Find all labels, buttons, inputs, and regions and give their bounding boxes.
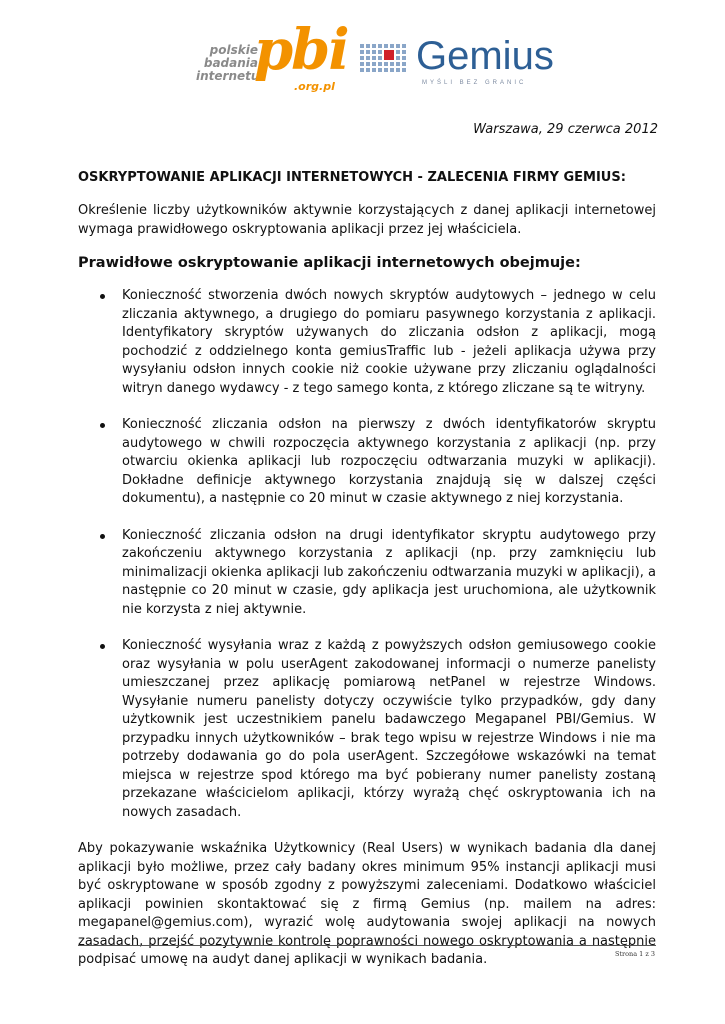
document-date: Warszawa, 29 czerwca 2012 <box>473 122 658 137</box>
list-item <box>78 637 656 822</box>
list-item-text: Konieczność stworzenia dwóch nowych skryptów audytowych – jednego w celu zliczania aktywnego, a drugiego do pomiaru pasywnego korzystania z aplikacji. Identyfikatory skryptów używanych do zliczania odsłon z aplikacji, mogą pochodzić z oddzielnego konta gemiusTraffic lub - jeżeli aplikacja używa przy wysyłaniu odsłon innych cookie niż cookie używane przy zliczaniu oglądalności witryn danego wydawcy - z tego samego konta, z którego zliczane są te witryny. <box>122 288 656 396</box>
bullet-icon <box>100 644 105 649</box>
pbi-logo-domain: .org.pl <box>294 80 335 93</box>
page-header <box>0 17 725 102</box>
pbi-logo-line: internetu <box>196 69 260 83</box>
gemius-logo <box>360 34 560 94</box>
section-heading: Prawidłowe oskryptowanie aplikacji internetowych obejmuje: <box>78 255 581 271</box>
list-item-text: Konieczność zliczania odsłon na drugi identyfikator skryptu audytowego przy zakończeniu aktywnego korzystania z aplikacji (np. przy zamknięciu lub minimalizacji okienka aplikacji lub zakończeniu odtwarzania muzyki w aplikacji), a następnie co 20 minut w czasie, gdy aplikacja jest uruchomiona, ale użytkownik nie korzysta z niej aktywnie. <box>122 527 656 617</box>
bullet-icon <box>100 534 105 539</box>
page-number: Strona 1 z 3 <box>614 950 655 958</box>
bullet-icon <box>100 294 105 299</box>
intro-paragraph: Określenie liczby użytkowników aktywnie korzystających z danej aplikacji internetowej wymaga prawidłowego oskryptowania aplikacji przez jej właściciela. <box>78 203 656 237</box>
closing-paragraph: Aby pokazywanie wskaźnika Użytkownicy (Real Users) w wynikach badania dla danej aplikacji było możliwe, przez cały badany okres minimum 95% instancji aplikacji musi być oskryptowane w sposób zgodny z powyższymi zaleceniami. Dodatkowo właściciel aplikacji powinien skontaktować się z firmą Gemius (np. mailem na adres: megapanel@gemius.com), wyrazić wolę audytowania swojej aplikacji na nowych zasadach, przejść pozytywnie kontrolę poprawności nowego oskryptowania a następnie podpisać umowę na audyt danej aplikacji w wynikach badania. <box>78 841 656 967</box>
pbi-logo-line: badania <box>203 56 258 70</box>
gemius-logo-tagline: MYŚLI BEZ GRANIC <box>422 80 527 86</box>
pbi-logo-line: polskie <box>209 43 258 57</box>
pbi-logo-mark: pbi <box>254 17 348 83</box>
document-title: OSKRYPTOWANIE APLIKACJI INTERNETOWYCH - ZALECENIA FIRMY GEMIUS: <box>78 170 626 185</box>
document-body <box>78 168 656 970</box>
list-item <box>78 287 656 398</box>
list-item <box>78 416 656 509</box>
requirements-list <box>78 287 656 822</box>
bullet-icon <box>100 423 105 428</box>
list-item-text: Konieczność wysyłania wraz z każdą z powyższych odsłon gemiusowego cookie oraz wysyłania w polu userAgent zakodowanej informacji o numerze panelisty umieszczanej przez aplikację pomiarową netPanel w rejestrze Windows. Wysyłanie numeru panelisty dotyczy oczywiście tylko przypadków, gdy dany użytkownik jest uczestnikiem panelu badawczego Megapanel PBI/Gemius. W przypadku innych użytkowników – brak tego wpisu w rejestrze Windows i nie ma potrzeby dodawania go do pola userAgent. Szczegółowe wskazówki na temat miejsca w rejestrze spod którego ma być pobierany numer panelisty zostaną przekazane właścicielom aplikacji, którzy wyrażą chęć oskryptowania ich na nowych zasadach. <box>122 638 656 820</box>
gemius-grid-icon <box>360 40 412 80</box>
pbi-logo-words <box>196 44 258 83</box>
gemius-logo-word: Gemius <box>416 34 554 78</box>
list-item <box>78 527 656 620</box>
footer-divider <box>78 945 656 946</box>
list-item-text: Konieczność zliczania odsłon na pierwszy z dwóch identyfikatorów skryptu audytowego w chwili rozpoczęcia aktywnego korzystania z aplikacji (np. przy otwarciu okienka aplikacji lub rozpoczęciu odtwarzania muzyki w aplikacji). Dokładne definicje aktywnego korzystania znajdują się w dalszej części dokumentu), a następnie co 20 minut w czasie aktywnego z niej korzystania. <box>122 417 656 506</box>
pbi-logo <box>196 17 348 100</box>
